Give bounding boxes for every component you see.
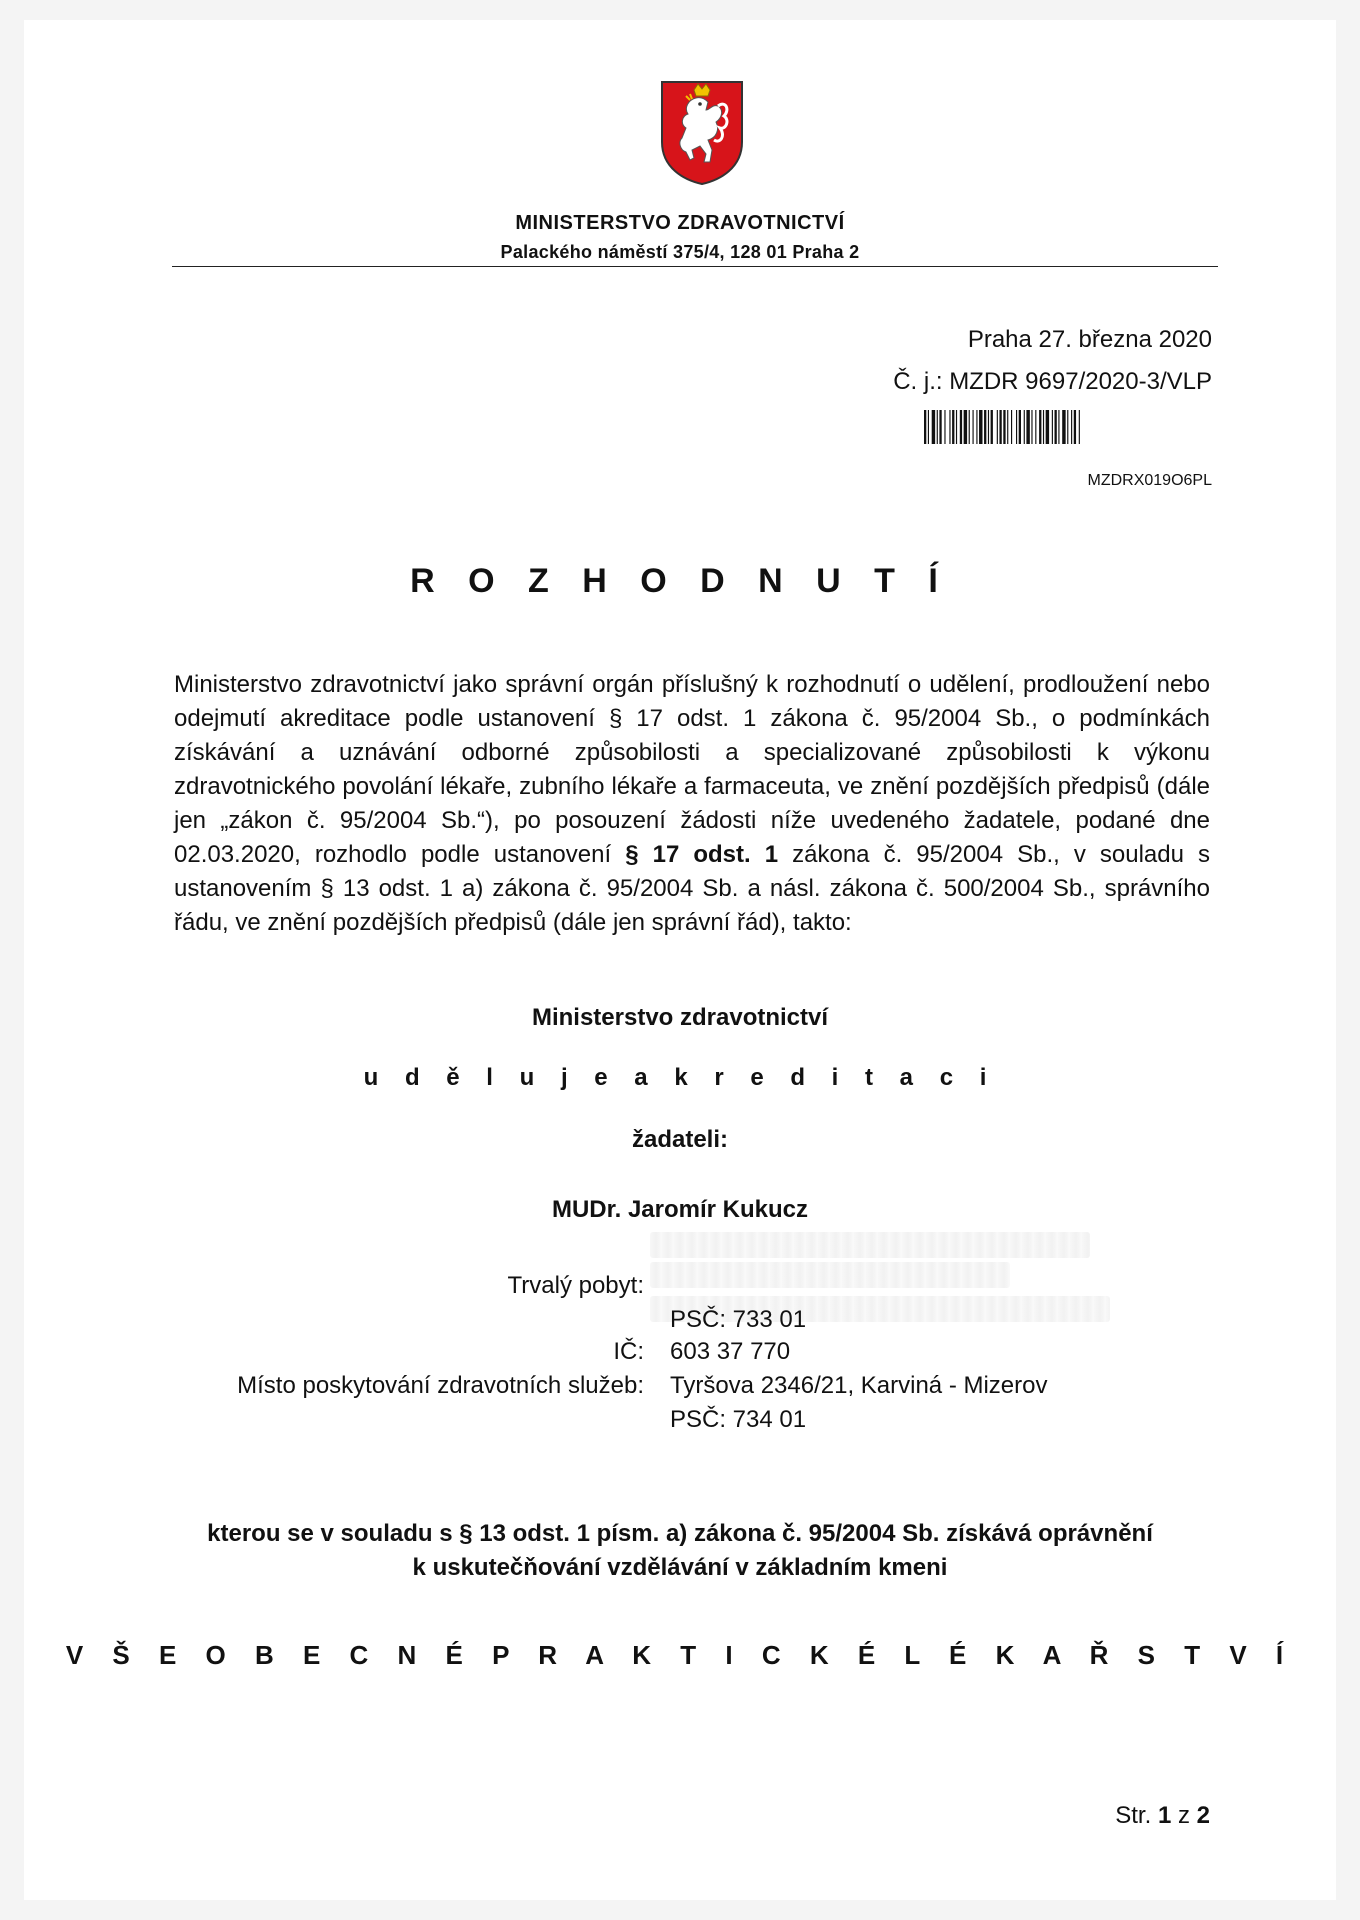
page-prefix: Str. bbox=[1115, 1802, 1152, 1829]
place-value: Tyršova 2346/21, Karviná - Mizerov bbox=[670, 1372, 1048, 1399]
page-current: 1 bbox=[1157, 1802, 1172, 1829]
barcode-icon bbox=[924, 410, 1212, 444]
grants-accreditation: u d ě l u j e a k r e d i t a c i bbox=[363, 1064, 997, 1091]
applicant-label: žadateli: bbox=[631, 1126, 729, 1153]
body-text-part-2: zákona č. 95/2004 Sb., v souladu s ustanovením § 13 odst. 1 a) zákona č. 95/2004 Sb. a násl. zákona č. 500/2004 Sb., správního řádu, ve znění pozdějších předpisů (dále jen správní řád), takto: bbox=[174, 841, 1211, 936]
closing-line-2: k uskutečňování vzdělávání v základním kmeni bbox=[412, 1554, 948, 1581]
ministry-address: Palackého náměstí 375/4, 128 01 Praha 2 bbox=[500, 242, 860, 262]
applicant-name: MUDr. Jaromír Kukucz bbox=[551, 1196, 809, 1223]
czech-lion-coat-of-arms-icon bbox=[660, 80, 744, 186]
redacted-text bbox=[650, 1232, 1090, 1258]
residence-psc: PSČ: 733 01 bbox=[670, 1306, 807, 1333]
place-psc: PSČ: 734 01 bbox=[670, 1406, 807, 1433]
ic-value: 603 37 770 bbox=[670, 1338, 791, 1365]
place-label: Místo poskytování zdravotních služeb: bbox=[237, 1372, 644, 1399]
specialty-name: V Š E O B E C N É P R A K T I C K É L É K A Ř S T V Í bbox=[65, 1640, 1295, 1670]
body-paragraph bbox=[174, 668, 1210, 940]
header-divider bbox=[172, 266, 1218, 267]
decision-title: R O Z H O D N U T Í bbox=[410, 562, 950, 600]
document-date: Praha 27. března 2020 bbox=[967, 326, 1212, 353]
residence-label: Trvalý pobyt: bbox=[507, 1272, 644, 1299]
page-separator: z bbox=[1177, 1802, 1190, 1829]
granting-authority: Ministerstvo zdravotnictví bbox=[531, 1004, 829, 1031]
body-bold-reference: § 17 odst. 1 bbox=[625, 841, 779, 868]
ic-label: IČ: bbox=[613, 1338, 644, 1365]
redacted-text bbox=[650, 1262, 1010, 1288]
ministry-name: MINISTERSTVO ZDRAVOTNICTVÍ bbox=[515, 212, 845, 234]
barcode-code: MZDRX019O6PL bbox=[1087, 472, 1212, 489]
body-text-part-1: Ministerstvo zdravotnictví jako správní orgán příslušný k rozhodnutí o udělení, prodloužení nebo odejmutí akreditace podle ustanovení § 17 odst. 1 zákona č. 95/2004 Sb., o podmínkách získávání a uznávání odborné způsobilosti a specializované způsobilosti k výkonu zdravotnického povolání lékaře, zubního lékaře a farmaceuta, ve znění pozdějších předpisů (dále jen „zákon č. 95/2004 Sb.“), po posouzení žádosti níže uvedeného žadatele, podané dne 02.03.2020, rozhodlo podle ustanovení bbox=[174, 671, 1210, 868]
reference-number: Č. j.: MZDR 9697/2020-3/VLP bbox=[893, 368, 1212, 395]
page-number bbox=[1115, 1802, 1210, 1830]
decision-body bbox=[174, 668, 1210, 940]
document-page bbox=[24, 20, 1336, 1900]
page-total: 2 bbox=[1196, 1802, 1210, 1829]
closing-line-1: kterou se v souladu s § 13 odst. 1 písm. a) zákona č. 95/2004 Sb. získává oprávnění bbox=[207, 1520, 1153, 1547]
